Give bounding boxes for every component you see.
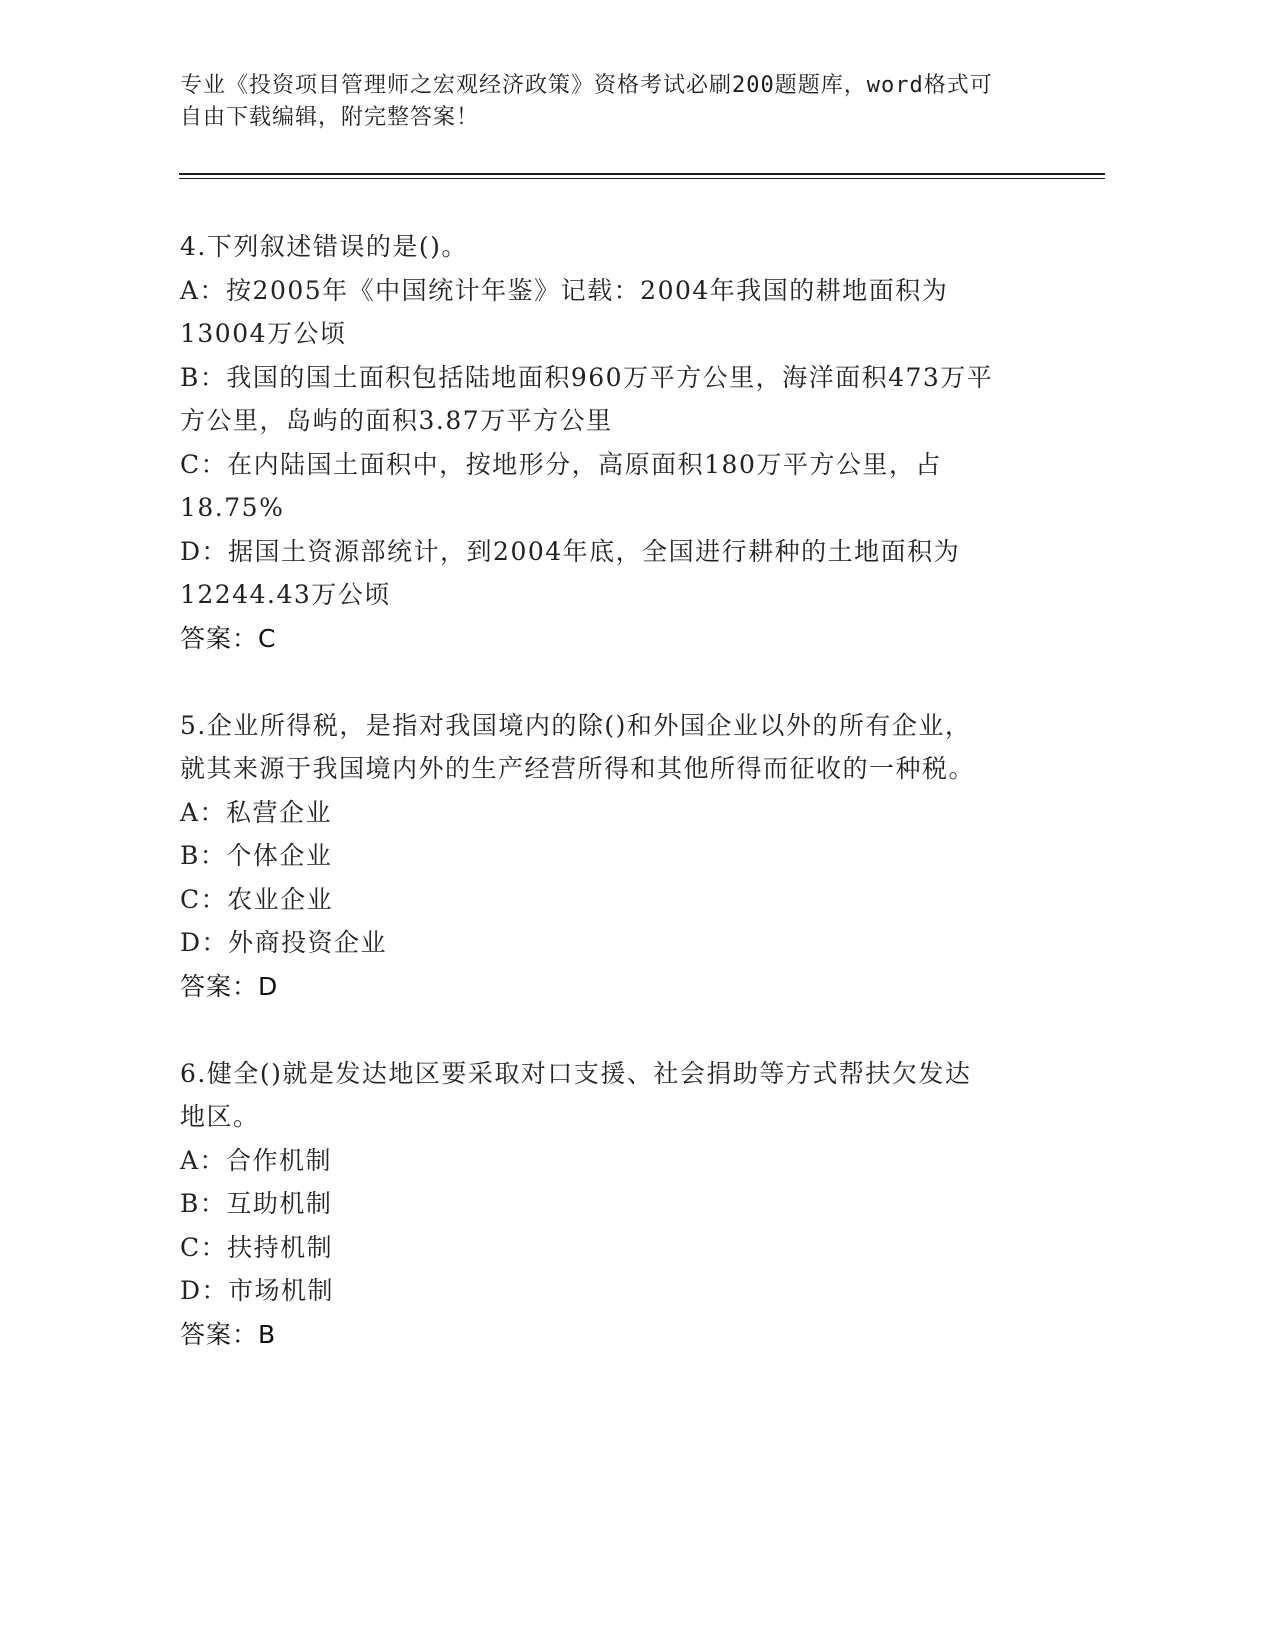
answer: 答案：D: [180, 971, 279, 1001]
option-b-cont: 方公里，岛屿的面积3.87万平方公里: [180, 406, 613, 435]
option-a: A：按2005年《中国统计年鉴》记载：2004年我国的耕地面积为: [180, 275, 949, 305]
header-divider-thin: [179, 178, 1105, 179]
option-d: D：据国土资源部统计，到2004年底，全国进行耕种的土地面积为: [180, 536, 961, 566]
answer: 答案：C: [180, 623, 277, 653]
header-divider: [179, 173, 1105, 175]
question-stem: 6.健全()就是发达地区要采取对口支援、社会捐助等方式帮扶欠发达: [180, 1058, 972, 1088]
question-6: [180, 1052, 1050, 1357]
option-b: B：个体企业: [180, 841, 333, 870]
question-stem: 5.企业所得税，是指对我国境内的除()和外国企业以外的所有企业，: [180, 710, 972, 740]
header-line-1: 专业《投资项目管理师之宏观经济政策》资格考试必刷200题题库，word格式可: [180, 73, 993, 98]
option-d: D：市场机制: [180, 1276, 335, 1305]
option-a-cont: 13004万公顷: [180, 319, 347, 348]
option-c: C：农业企业: [180, 884, 334, 914]
document-header: [180, 70, 1040, 134]
question-4: [180, 225, 1050, 660]
question-stem-cont: 就其来源于我国境内外的生产经营所得和其他所得而征收的一种税。: [180, 754, 976, 783]
option-b: B：互助机制: [180, 1189, 333, 1218]
option-c: C：在内陆国土面积中，按地形分，高原面积180万平方公里，占: [180, 449, 942, 479]
question-stem: 4.下列叙述错误的是()。: [180, 232, 468, 261]
answer: 答案：B: [180, 1319, 277, 1349]
option-c: C：扶持机制: [180, 1232, 334, 1262]
option-a: A：合作机制: [180, 1145, 333, 1175]
header-line-2: 自由下载编辑，附完整答案！: [180, 105, 480, 130]
question-list: [180, 225, 1050, 1400]
question-stem-cont: 地区。: [180, 1102, 260, 1131]
option-d: D：外商投资企业: [180, 928, 388, 957]
option-a: A：私营企业: [180, 797, 333, 827]
option-c-cont: 18.75%: [180, 493, 285, 522]
option-d-cont: 12244.43万公顷: [180, 580, 391, 609]
option-b: B：我国的国土面积包括陆地面积960万平方公里，海洋面积473万平: [180, 362, 994, 392]
question-5: [180, 704, 1050, 1009]
